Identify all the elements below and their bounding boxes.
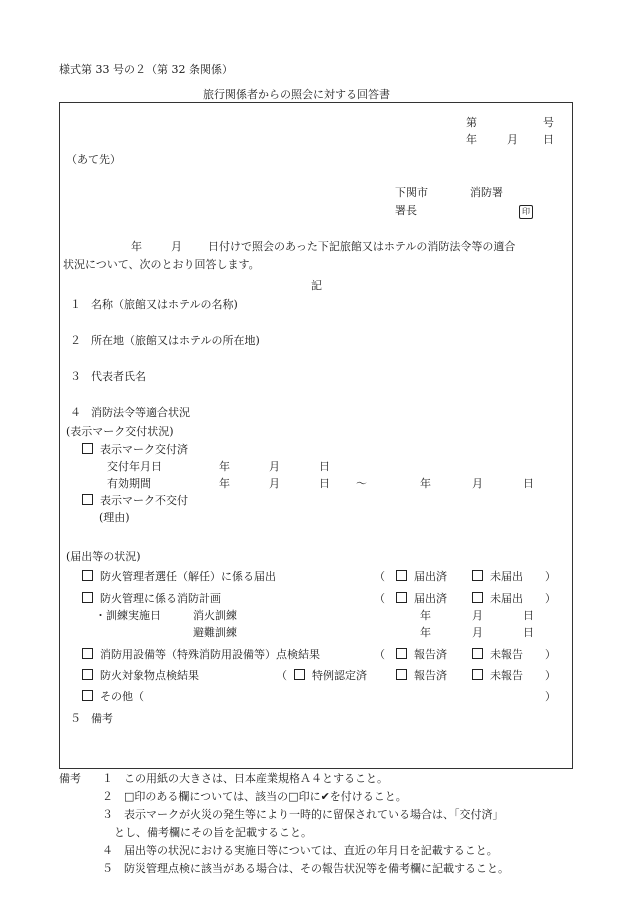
evac-drill-label: 避難訓練 xyxy=(193,626,237,639)
item5-label: 備考 xyxy=(91,712,113,725)
note-3b: とし、備考欄にその旨を記載すること。 xyxy=(114,826,312,839)
form-number: 様式第 33 号の２（第 32 条関係） xyxy=(59,63,233,76)
row2-label: 防火管理に係る消防計画 xyxy=(100,592,221,605)
fire-drill-label: 消火訓練 xyxy=(193,609,237,622)
notify-row5 xyxy=(82,690,144,704)
row2-lparen: （ xyxy=(374,592,385,605)
valid-from-year: 年 xyxy=(219,477,230,490)
intro-line2: 状況について、次のとおり回答します。 xyxy=(63,258,260,271)
row4-notreported-checkbox[interactable] xyxy=(472,669,483,680)
row3-reported-label: 報告済 xyxy=(414,648,447,661)
mark-not-issued-label: 表示マーク不交付 xyxy=(100,494,188,507)
row4-special-label: 特例認定済 xyxy=(312,669,367,682)
row5-label: その他（ xyxy=(100,690,144,703)
notify-row4 xyxy=(82,669,199,683)
row2-filed xyxy=(396,592,447,606)
note-3a: ３ 表示マークが火災の発生等により一時的に留保されている場合は、「交付済」 xyxy=(102,808,504,821)
row4-reported xyxy=(396,669,447,683)
row4-rparen: ） xyxy=(545,669,556,682)
row3-reported-checkbox[interactable] xyxy=(396,648,407,659)
row3-reported xyxy=(396,648,447,662)
valid-from-month: 月 xyxy=(269,477,280,490)
date-day: 日 xyxy=(543,133,554,146)
row4-label: 防火対象物点検結果 xyxy=(100,669,199,682)
issue-date-label: 交付年月日 xyxy=(107,460,162,473)
row1-label: 防火管理者選任（解任）に係る届出 xyxy=(100,570,276,583)
note-1: １ この用紙の大きさは、日本産業規格Ａ４とすること。 xyxy=(102,772,388,785)
mark-issued-checkbox[interactable] xyxy=(82,443,93,454)
row5-rparen: ） xyxy=(545,690,556,703)
row1-notfiled-label: 未届出 xyxy=(490,570,523,583)
note-2: ２ □印のある欄については、該当の□印に✔を付けること。 xyxy=(102,790,407,803)
mark-not-issued-row xyxy=(82,494,188,508)
tilde: ～ xyxy=(356,477,367,490)
row1-lparen: （ xyxy=(374,570,385,583)
date-year: 年 xyxy=(466,133,477,146)
row2-checkbox[interactable] xyxy=(82,592,93,603)
ki-label: 記 xyxy=(311,279,322,292)
sender-city: 下関市 xyxy=(395,186,428,199)
row1-rparen: ） xyxy=(545,570,556,583)
item4-num: ４ xyxy=(70,406,81,419)
row4-reported-checkbox[interactable] xyxy=(396,669,407,680)
item2-num: ２ xyxy=(70,334,81,347)
valid-to-month: 月 xyxy=(472,477,483,490)
mark-not-issued-checkbox[interactable] xyxy=(82,494,93,505)
intro-month: 月 xyxy=(171,240,182,253)
row1-notfiled xyxy=(472,570,523,584)
evac-drill-month: 月 xyxy=(472,626,483,639)
note-4: ４ 届出等の状況における実施日等については、直近の年月日を記載すること。 xyxy=(102,844,498,857)
intro-line1: 日付けで照会のあった下記旅館又はホテルの消防法令等の適合 xyxy=(208,240,516,253)
fire-drill-day: 日 xyxy=(523,609,534,622)
note-5: ５ 防災管理点検に該当がある場合は、その報告状況等を備考欄に記載すること。 xyxy=(102,862,509,875)
item3-num: ３ xyxy=(70,370,81,383)
row3-lparen: （ xyxy=(374,648,385,661)
valid-to-year: 年 xyxy=(420,477,431,490)
row4-lparen: （ xyxy=(276,669,287,682)
item2-label: 所在地（旅館又はホテルの所在地) xyxy=(91,334,260,347)
row4-special xyxy=(294,669,367,683)
row3-rparen: ） xyxy=(545,648,556,661)
row1-checkbox[interactable] xyxy=(82,570,93,581)
row4-special-checkbox[interactable] xyxy=(294,669,305,680)
notify-row1 xyxy=(82,570,276,584)
row2-rparen: ） xyxy=(545,592,556,605)
row2-notfiled xyxy=(472,592,523,606)
row4-notreported-label: 未報告 xyxy=(490,669,523,682)
row4-reported-label: 報告済 xyxy=(414,669,447,682)
row2-filed-checkbox[interactable] xyxy=(396,592,407,603)
row1-notfiled-checkbox[interactable] xyxy=(472,570,483,581)
document-title: 旅行関係者からの照会に対する回答書 xyxy=(203,88,390,101)
sender-chief: 署長 xyxy=(395,204,417,217)
fire-drill-year: 年 xyxy=(420,609,431,622)
intro-year: 年 xyxy=(131,240,142,253)
row3-notreported xyxy=(472,648,523,662)
mark-issued-row xyxy=(82,443,188,457)
date-month: 月 xyxy=(507,133,518,146)
valid-period-label: 有効期間 xyxy=(107,477,151,490)
row2-filed-label: 届出済 xyxy=(414,592,447,605)
valid-from-day: 日 xyxy=(319,477,330,490)
row4-notreported xyxy=(472,669,523,683)
row5-checkbox[interactable] xyxy=(82,690,93,701)
row3-label: 消防用設備等（特殊消防用設備等）点検結果 xyxy=(100,648,320,661)
item1-label: 名称（旅館又はホテルの名称) xyxy=(91,298,238,311)
item4-label: 消防法令等適合状況 xyxy=(91,406,190,419)
notify-row3 xyxy=(82,648,320,662)
row3-notreported-checkbox[interactable] xyxy=(472,648,483,659)
issue-year: 年 xyxy=(219,460,230,473)
row2-notfiled-checkbox[interactable] xyxy=(472,592,483,603)
evac-drill-day: 日 xyxy=(523,626,534,639)
doc-no-gou: 号 xyxy=(543,116,554,129)
valid-to-day: 日 xyxy=(523,477,534,490)
notify-row2 xyxy=(82,592,221,606)
notes-label: 備考 xyxy=(59,772,81,785)
sender-fire-dept: 消防署 xyxy=(470,186,503,199)
row2-notfiled-label: 未届出 xyxy=(490,592,523,605)
row3-notreported-label: 未報告 xyxy=(490,648,523,661)
row4-checkbox[interactable] xyxy=(82,669,93,680)
issue-day: 日 xyxy=(319,460,330,473)
evac-drill-year: 年 xyxy=(420,626,431,639)
fire-drill-month: 月 xyxy=(472,609,483,622)
row1-filed-checkbox[interactable] xyxy=(396,570,407,581)
seal-mark: 印 xyxy=(519,205,533,219)
row3-checkbox[interactable] xyxy=(82,648,93,659)
issue-month: 月 xyxy=(269,460,280,473)
row1-filed-label: 届出済 xyxy=(414,570,447,583)
item3-label: 代表者氏名 xyxy=(91,370,146,383)
row1-filed xyxy=(396,570,447,584)
reason-label: (理由) xyxy=(99,511,130,524)
item5-num: ５ xyxy=(70,712,81,725)
doc-no-dai: 第 xyxy=(466,116,477,129)
addressee: （あて先） xyxy=(66,153,121,166)
mark-issued-label: 表示マーク交付済 xyxy=(100,443,188,456)
notify-section-title: (届出等の状況) xyxy=(66,550,141,563)
mark-section-title: (表示マーク交付状況) xyxy=(66,425,174,438)
item1-num: １ xyxy=(70,298,81,311)
training-date-label: ・訓練実施日 xyxy=(95,609,161,622)
